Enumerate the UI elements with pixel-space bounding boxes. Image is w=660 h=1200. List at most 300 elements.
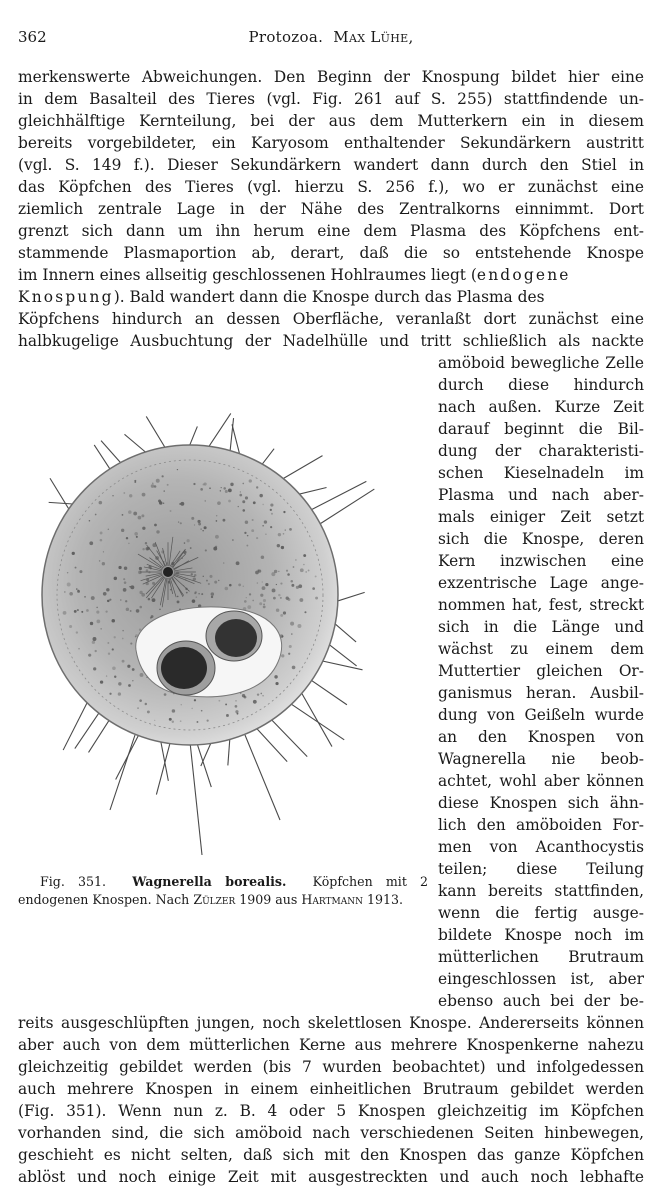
granule (186, 592, 188, 594)
granule (108, 653, 110, 655)
granule (78, 648, 80, 650)
granule (126, 537, 128, 539)
granule (69, 592, 73, 596)
spine (190, 742, 202, 855)
granule (293, 566, 295, 568)
granule (262, 581, 263, 582)
granule (159, 501, 162, 504)
granule (123, 492, 125, 494)
granule (132, 680, 133, 681)
granule (281, 654, 284, 657)
granule (288, 653, 290, 655)
granule (139, 699, 142, 702)
granule (122, 660, 125, 663)
running-title-author: Max Lühe, (333, 28, 414, 46)
text-line: Köpfchens hindurch an dessen Oberfläche, veranlaßt dort zunächst eine (18, 310, 644, 328)
granule (164, 693, 167, 696)
text-line: darauf beginnt die Bil- (438, 420, 644, 438)
granule (156, 530, 159, 533)
granule (259, 602, 262, 605)
granule (217, 501, 221, 505)
running-title (18, 28, 644, 46)
granule (263, 605, 266, 608)
granule (253, 501, 256, 504)
bud-upper-nucleus (215, 619, 257, 657)
figure-year-2: 1913. (367, 891, 404, 907)
granule (120, 599, 121, 600)
granule (200, 488, 203, 491)
granule (112, 666, 116, 670)
spine (207, 413, 231, 450)
granule (300, 568, 304, 572)
granule (274, 570, 277, 573)
granule (191, 573, 193, 575)
granule (239, 494, 242, 497)
text-line: bereits vorgebildeter, ein Karyosom enthaltender Sekundärkern austritt (18, 134, 644, 152)
granule (291, 580, 294, 583)
granule (107, 600, 110, 603)
granule (242, 694, 245, 697)
spine (320, 489, 375, 524)
page-header (18, 28, 644, 50)
granule (202, 483, 204, 485)
granule (93, 667, 96, 670)
granule (236, 561, 240, 565)
text-line: grenzt sich dann um ihn herum eine dem Plasma des Köpfchens ent- (18, 222, 644, 240)
granule (304, 611, 306, 613)
granule (167, 484, 169, 486)
granule (156, 479, 160, 483)
granule (130, 610, 132, 612)
granule (214, 581, 217, 584)
text-line (18, 286, 644, 308)
granule (193, 483, 195, 485)
granule (280, 582, 282, 584)
spine (197, 742, 212, 787)
granule (195, 591, 197, 593)
granule (172, 721, 174, 723)
granule (192, 599, 196, 603)
granule (260, 594, 263, 597)
granule (112, 648, 114, 650)
granule (297, 624, 301, 628)
granule (283, 611, 286, 614)
granule (242, 500, 245, 503)
granule (280, 597, 282, 599)
granule (261, 693, 263, 695)
granule (76, 588, 78, 590)
granule (95, 650, 97, 652)
granule (112, 495, 113, 496)
spine (278, 456, 323, 482)
granule (290, 622, 294, 626)
granule (140, 673, 144, 677)
granule (123, 588, 127, 592)
granule (184, 542, 186, 544)
granule (196, 596, 198, 598)
granule (123, 578, 125, 580)
granule (223, 519, 226, 522)
text-line: ziemlich zentrale Lage in der Nähe des Zentralkorns einnimmt. Dort (18, 200, 644, 218)
granule (205, 549, 207, 551)
granule (100, 532, 103, 535)
granule (203, 576, 204, 577)
granule (114, 577, 117, 580)
granule (164, 490, 165, 491)
granule (228, 500, 231, 503)
granule (154, 524, 157, 527)
granule (246, 545, 248, 547)
granule (275, 682, 278, 685)
granule (96, 607, 98, 609)
granule (145, 703, 147, 705)
granule (118, 682, 121, 685)
running-title-section: Protozoa. (248, 28, 324, 46)
text-line: exzentrische Lage ange- (438, 574, 644, 592)
granule (180, 522, 182, 524)
granule (130, 585, 134, 589)
granule (272, 589, 276, 593)
granule (209, 575, 212, 578)
text-line: lich den amöboiden For- (438, 816, 644, 834)
granule (296, 586, 299, 589)
granule (245, 521, 248, 524)
bud-lower-nucleus (161, 647, 207, 689)
granule (271, 513, 273, 515)
spaced-term: endogene (476, 266, 571, 284)
granule (90, 622, 93, 625)
spine (156, 737, 171, 795)
granule (112, 619, 116, 623)
granule (263, 599, 266, 602)
granule (218, 580, 219, 581)
granule (283, 533, 285, 535)
granule (163, 503, 164, 504)
figure-author-2: Hartmann (301, 891, 363, 907)
granule (277, 544, 280, 547)
granule (312, 587, 315, 590)
granule (283, 511, 285, 513)
granule (278, 533, 281, 536)
granule (105, 611, 107, 613)
text-line: (Fig. 351). Wenn nun z. B. 4 oder 5 Knospen gleichzeitig im Köpfchen (18, 1102, 644, 1120)
spine (268, 716, 307, 756)
granule (197, 721, 199, 723)
text-line: nommen hat, fest, streckt (438, 596, 644, 614)
text-line: Plasma und nach aber- (438, 486, 644, 504)
granule (235, 700, 236, 701)
text-line: stammende Plasmaportion ab, derart, daß die so entstehende Knospe (18, 244, 644, 262)
granule (150, 617, 152, 619)
granule (142, 493, 146, 497)
granule (100, 539, 103, 542)
spine (63, 696, 90, 750)
text-line: geschieht es nicht selten, daß sich mit den Knospen das ganze Köpfchen (18, 1146, 644, 1164)
granule (247, 605, 251, 609)
granule (134, 480, 136, 482)
figure-year: 1909 aus (239, 891, 298, 907)
granule (77, 590, 79, 592)
granule (299, 598, 303, 602)
granule (159, 609, 160, 610)
granule (172, 709, 175, 712)
granule (209, 487, 211, 489)
text-line: ebenso auch bei der be- (438, 992, 644, 1010)
text-line: aber auch von dem mütterlichen Kerne aus mehrere Knospenkerne nahezu (18, 1036, 644, 1054)
granule (126, 608, 129, 611)
granule (295, 559, 296, 560)
granule (306, 571, 307, 572)
text-line: sich die Knospe, deren (438, 530, 644, 548)
granule (235, 710, 238, 713)
granule (190, 547, 192, 549)
granule (139, 606, 142, 609)
granule (138, 516, 142, 520)
granule (84, 596, 86, 598)
granule (145, 542, 147, 544)
text-line: sich in die Länge und (438, 618, 644, 636)
granule (256, 486, 258, 488)
granule (197, 520, 200, 523)
text-line: das Köpfchen des Tieres (vgl. hierzu S. 256 f.), wo er zunächst eine (18, 178, 644, 196)
granule (221, 487, 222, 488)
granule (287, 573, 290, 576)
granule (291, 584, 294, 587)
text-line: dung von Geißeln wurde (438, 706, 644, 724)
granule (137, 707, 139, 709)
granule (107, 642, 109, 644)
granule (122, 638, 124, 640)
text-line: an den Knospen von (438, 728, 644, 746)
text-line: wächst zu einem dem (438, 640, 644, 658)
granule (223, 562, 225, 564)
granule (139, 629, 141, 631)
granule (242, 483, 244, 485)
granule (208, 583, 210, 585)
granule (93, 637, 97, 641)
granule (204, 526, 207, 529)
granule (86, 609, 89, 612)
granule (201, 593, 203, 595)
text-line: Kern inzwischen eine (438, 552, 644, 570)
granule (147, 710, 150, 713)
granule (67, 572, 68, 573)
granule (152, 598, 156, 602)
granule (213, 547, 217, 551)
granule (152, 582, 155, 585)
granule (169, 718, 172, 721)
granule (225, 587, 229, 591)
granule (99, 560, 101, 562)
granule (152, 483, 154, 485)
granule (251, 529, 254, 532)
granule (223, 487, 226, 490)
figure-351-illustration (40, 350, 380, 870)
granule (95, 514, 97, 516)
spine (75, 711, 100, 749)
granule (265, 583, 268, 586)
granule (244, 600, 247, 603)
granule (142, 527, 145, 530)
granule (238, 584, 241, 587)
text-line: wenn die fertig ausge- (438, 904, 644, 922)
granule (253, 700, 257, 704)
granule (136, 609, 140, 613)
granule (288, 598, 291, 601)
granule (257, 582, 259, 584)
granule (92, 641, 95, 644)
text-segment: ). Bald wandert dann die Knospe durch das Plasma des (113, 288, 545, 306)
granule (109, 599, 111, 601)
granule (194, 699, 196, 701)
text-line (18, 264, 644, 286)
granule (249, 479, 252, 482)
granule (238, 506, 239, 507)
figure-caption (18, 873, 428, 908)
text-line: durch diese hindurch (438, 376, 644, 394)
granule (218, 700, 220, 702)
granule (128, 543, 129, 544)
text-line: (vgl. S. 149 f.). Dieser Sekundärkern wandert dann durch den Stiel in (18, 156, 644, 174)
granule (308, 570, 310, 572)
spine (110, 735, 135, 810)
text-segment: im Innern eines allseitig geschlossenen Hohlraumes liegt ( (18, 266, 477, 284)
granule (177, 596, 179, 598)
granule (263, 604, 265, 606)
granule (225, 703, 227, 705)
granule (262, 504, 263, 505)
text-line: ablöst und noch einige Zeit mit ausgestreckten und auch noch lebhafte (18, 1168, 644, 1186)
granule (276, 584, 277, 585)
granule (211, 592, 214, 595)
granule (151, 484, 155, 488)
granule (282, 635, 284, 637)
granule (230, 483, 233, 486)
text-line: Muttertier gleichen Or- (438, 662, 644, 680)
granule (274, 675, 277, 678)
granule (270, 503, 273, 506)
granule (139, 567, 142, 570)
granule (129, 494, 132, 497)
figure-description: Köpfchen mit 2 endogenen Knospen. Nach (18, 874, 429, 907)
granule (228, 488, 232, 492)
cell-body (42, 445, 338, 745)
granule (276, 608, 279, 611)
granule (206, 580, 208, 582)
granule (229, 584, 232, 587)
text-line: dung der charakteristi- (438, 442, 644, 460)
granule (89, 520, 91, 522)
granule (141, 514, 144, 517)
granule (81, 611, 83, 613)
spine (230, 418, 234, 455)
text-line: mals einiger Zeit setzt (438, 508, 644, 526)
granule (178, 521, 179, 522)
spine (334, 592, 364, 602)
granule (194, 524, 195, 525)
granule (278, 571, 279, 572)
granule (215, 535, 219, 539)
granule (132, 668, 135, 671)
text-line: auch mehrere Knospen in einem einheitlichen Brutraum gebildet werden (18, 1080, 644, 1098)
granule (270, 509, 272, 511)
granule (180, 502, 184, 506)
granule (273, 597, 276, 600)
granule (177, 600, 180, 603)
text-line: merkenswerte Abweichungen. Den Beginn der Knospung bildet hier eine (18, 68, 644, 86)
granule (280, 614, 283, 617)
granule (194, 574, 197, 577)
text-line: kann bereits stattfinden, (438, 882, 644, 900)
granule (91, 596, 95, 600)
granule (139, 591, 142, 594)
granule (207, 720, 209, 722)
granule (257, 693, 259, 695)
granule (102, 562, 105, 565)
granule (235, 705, 238, 708)
spine (307, 481, 366, 511)
text-line: eingeschlossen ist, aber (438, 970, 644, 988)
granule (64, 591, 66, 593)
granule (292, 666, 296, 670)
granule (211, 596, 213, 598)
spine (256, 727, 287, 761)
granule (303, 554, 306, 557)
granule (259, 494, 262, 497)
granule (216, 515, 217, 516)
granule (191, 517, 194, 520)
granule (256, 537, 258, 539)
granule (289, 645, 292, 648)
granule (315, 575, 317, 577)
text-line: achtet, wohl aber können (438, 772, 644, 790)
granule (76, 631, 78, 633)
text-line: amöboid bewegliche Zelle (438, 354, 644, 372)
granule (134, 532, 138, 536)
granule (162, 475, 164, 477)
granule (281, 546, 284, 549)
granule (200, 528, 201, 529)
granule (128, 510, 132, 514)
spine (297, 686, 332, 747)
granule (262, 525, 264, 527)
granule (89, 541, 93, 545)
granule (146, 569, 149, 572)
granule (262, 586, 266, 590)
text-line: mütterlichen Brutraum (438, 948, 644, 966)
central-granule (163, 567, 173, 577)
granule (125, 600, 127, 602)
text-line: diese Knospen sich ähn- (438, 794, 644, 812)
granule (114, 676, 116, 678)
granule (264, 520, 267, 523)
granule (130, 643, 132, 645)
spaced-term: Knospung (18, 288, 114, 306)
text-line: nach außen. Kurze Zeit (438, 398, 644, 416)
granule (315, 597, 318, 600)
granule (216, 520, 218, 522)
granule (142, 548, 144, 550)
granule (72, 552, 75, 555)
text-line: reits ausgeschlüpften jungen, noch skelettlosen Knospe. Andererseits können (18, 1014, 644, 1032)
granule (106, 675, 107, 676)
granule (121, 529, 124, 532)
granule (177, 469, 178, 470)
text-line: in dem Basalteil des Tieres (vgl. Fig. 261 auf S. 255) stattfindende un- (18, 90, 644, 108)
granule (106, 588, 109, 591)
granule (225, 490, 228, 493)
text-line: gleichhälftige Kernteilung, bei der aus dem Mutterkern ein in diesem (18, 112, 644, 130)
